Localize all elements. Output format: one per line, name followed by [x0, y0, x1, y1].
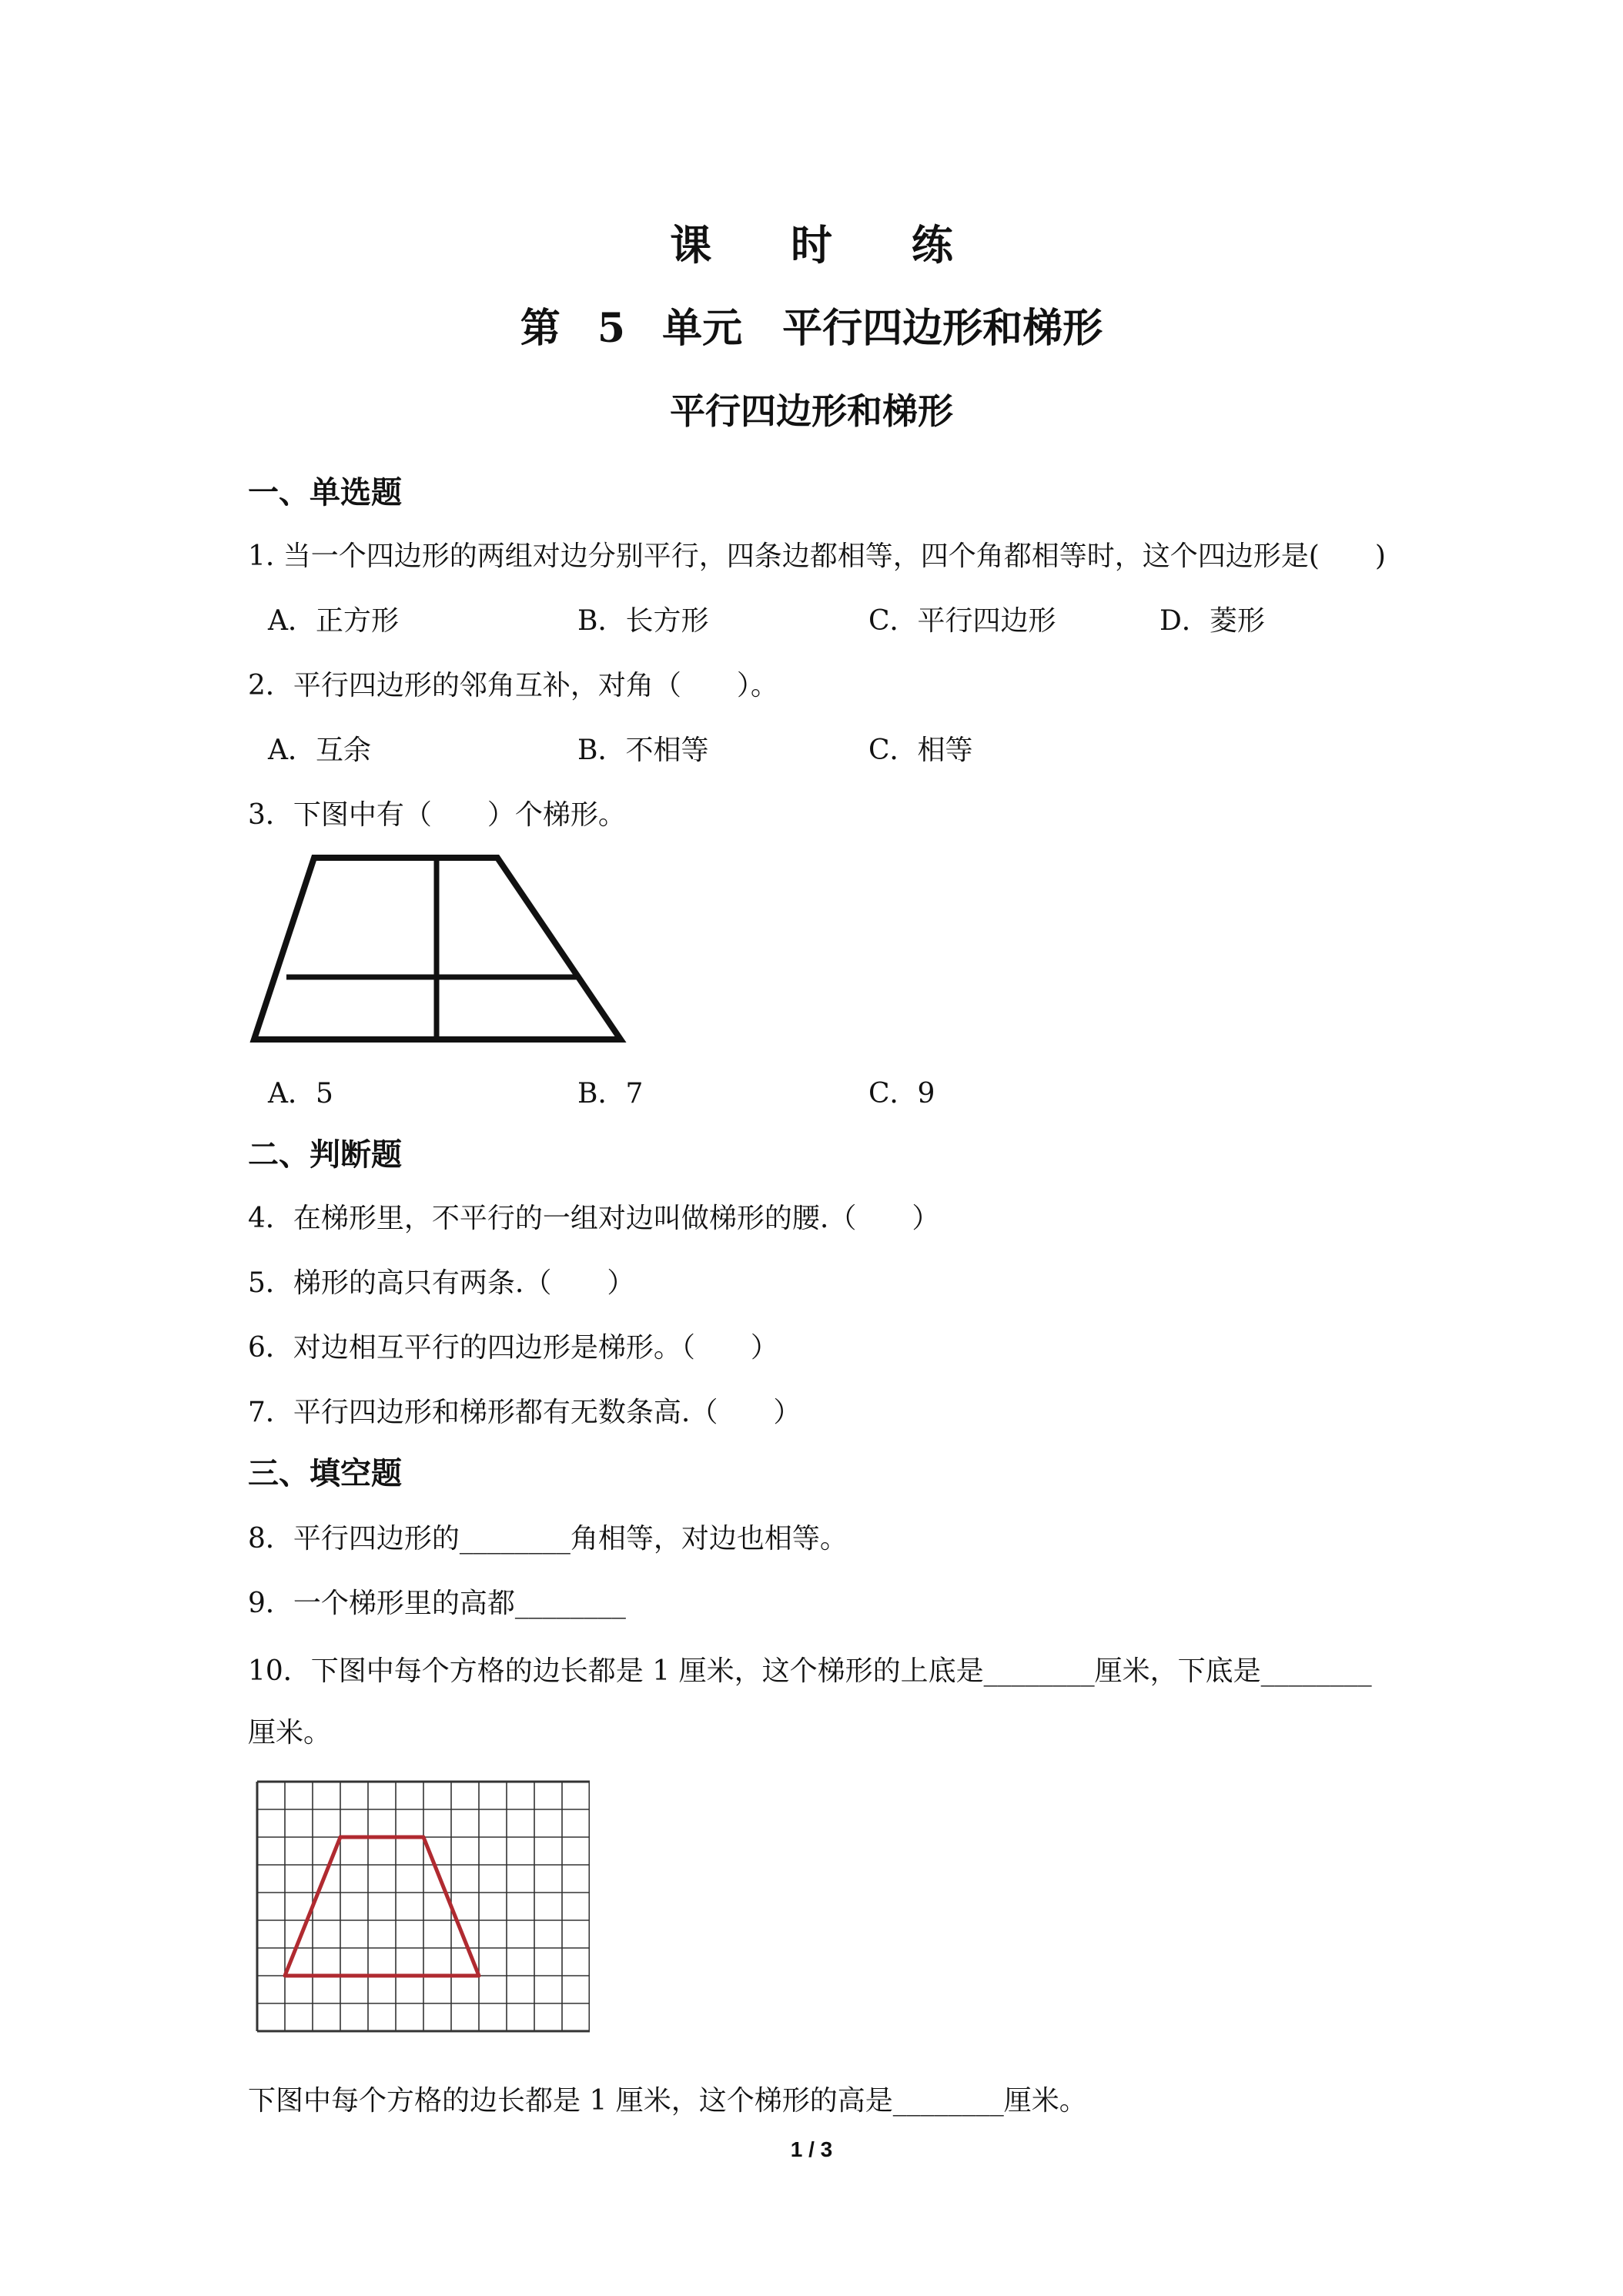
page-number: 1 / 3: [790, 2137, 833, 2161]
question-4: 4．在梯形里，不平行的一组对边叫做梯形的腰.（ ）: [248, 1203, 940, 1234]
question-7: 7．平行四边形和梯形都有无数条高.（ ）: [248, 1397, 801, 1428]
question-9: 9．一个梯形里的高都________: [248, 1588, 626, 1619]
question-3: 3．下图中有（ ）个梯形。: [248, 799, 626, 831]
q1-option-b: B．长方形: [577, 605, 709, 637]
question-2: 2．平行四边形的邻角互补，对角（ ）。: [248, 670, 778, 701]
unit-title: 第 5 单元 平行四边形和梯形: [520, 305, 1103, 352]
grid-trapezoid-figure: [254, 1779, 590, 2043]
question-10-continued: 厘米。: [248, 1717, 332, 1749]
q1-option-d: D．菱形: [1160, 605, 1265, 637]
question-10: 10．下图中每个方格的边长都是 1 厘米，这个梯形的上底是________厘米，下底是________: [248, 1655, 1372, 1687]
q1-option-c: C．平行四边形: [868, 605, 1056, 637]
question-8: 8．平行四边形的________角相等，对边也相等。: [248, 1523, 848, 1555]
question-1: 1. 当一个四边形的两组对边分别平行，四条边都相等，四个角都相等时，这个四边形是( ): [248, 541, 1386, 572]
q3-option-b: B．7: [577, 1078, 644, 1110]
lesson-title: 平行四边形和梯形: [670, 390, 953, 432]
q2-option-c: C．相等: [868, 735, 973, 766]
page-title: 课 时 练: [670, 220, 986, 269]
q1-option-a: A．正方形: [268, 605, 399, 637]
section-heading-true-false: 二、判断题: [248, 1136, 402, 1173]
section-heading-single-choice: 一、单选题: [248, 474, 402, 510]
trapezoid-shape: [285, 1837, 479, 1976]
q2-option-a: A．互余: [268, 735, 371, 766]
question-6: 6．对边相互平行的四边形是梯形。（ ）: [248, 1332, 778, 1364]
q3-option-a: A．5: [268, 1078, 333, 1110]
question-11: 下图中每个方格的边长都是 1 厘米，这个梯形的高是________厘米。: [248, 2085, 1087, 2117]
section-heading-fill-blank: 三、填空题: [248, 1455, 402, 1491]
trapezoid-figure: [246, 850, 631, 1050]
q3-option-c: C．9: [868, 1078, 935, 1110]
question-5: 5．梯形的高只有两条.（ ）: [248, 1267, 635, 1299]
q2-option-b: B．不相等: [577, 735, 709, 766]
